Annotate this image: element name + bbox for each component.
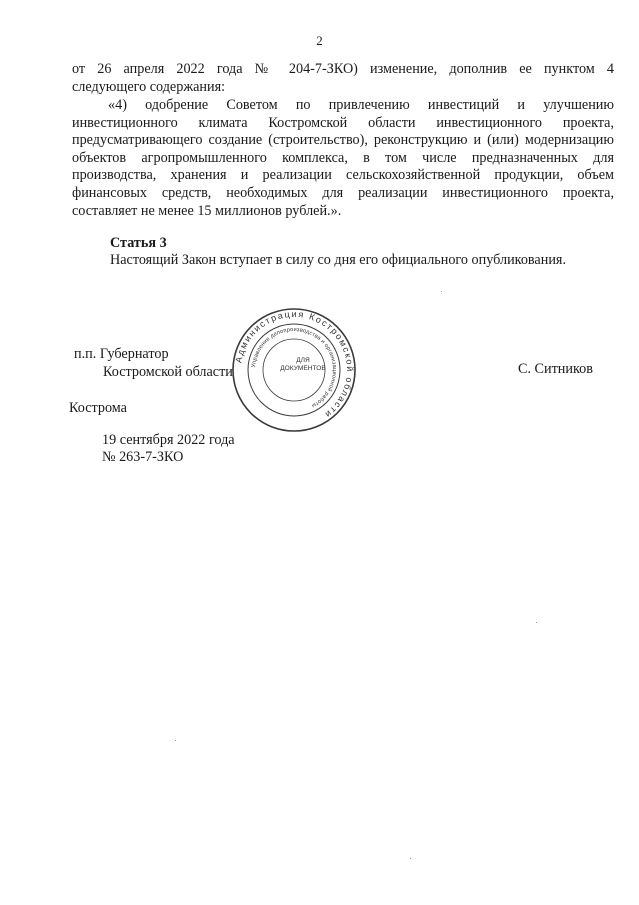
signer-region: Костромской области — [103, 364, 233, 380]
page-number: 2 — [316, 33, 323, 48]
paragraph-amendment-intro — [72, 61, 614, 96]
article-body: Настоящий Закон вступает в силу со дня его официального опубликования. — [110, 252, 566, 268]
stamp-outer-text: Администрация Костромской области — [233, 308, 356, 421]
signer-title: п.п. Губернатор — [74, 346, 169, 362]
paragraph-line: следующего содержания: — [72, 78, 226, 95]
stamp-center-text: ДЛЯ ДОКУМЕНТОВ — [280, 357, 326, 372]
scan-speck — [536, 622, 537, 623]
city-name: Кострома — [69, 400, 127, 416]
signing-date: 19 сентября 2022 года — [102, 432, 235, 448]
article-heading: Статья 3 — [110, 235, 167, 251]
paragraph-amendment-text — [72, 97, 614, 220]
paragraph-line: от 26 апреля 2022 года № 204-7-ЗКО) изменение, дополнив ее пунктом 4 — [72, 61, 614, 77]
scan-speck — [175, 740, 176, 741]
law-number: № 263-7-ЗКО — [102, 449, 184, 465]
scan-speck — [410, 858, 411, 859]
signer-name: С. Ситников — [518, 361, 593, 377]
paragraph-body: инвестиционного климата Костромской области инвестиционного проекта, предусматривающего создание (строительство), реконструкцию и (или) модернизацию объектов агропромышленного комплекса, в том числе предназначенных для производства, хранения и реализации сельскохозяйственной продукции, объем финансовых средств, необходимых для реализации инвестиционного проекта, составляет не менее 15 миллионов рублей.». — [72, 114, 614, 219]
paragraph-first-line: «4) одобрение Советом по привлечению инвестиций и улучшению — [108, 97, 614, 113]
scan-speck — [441, 291, 442, 292]
stamp-inner-text: Управление делопроизводства и организационной работы — [251, 326, 338, 409]
